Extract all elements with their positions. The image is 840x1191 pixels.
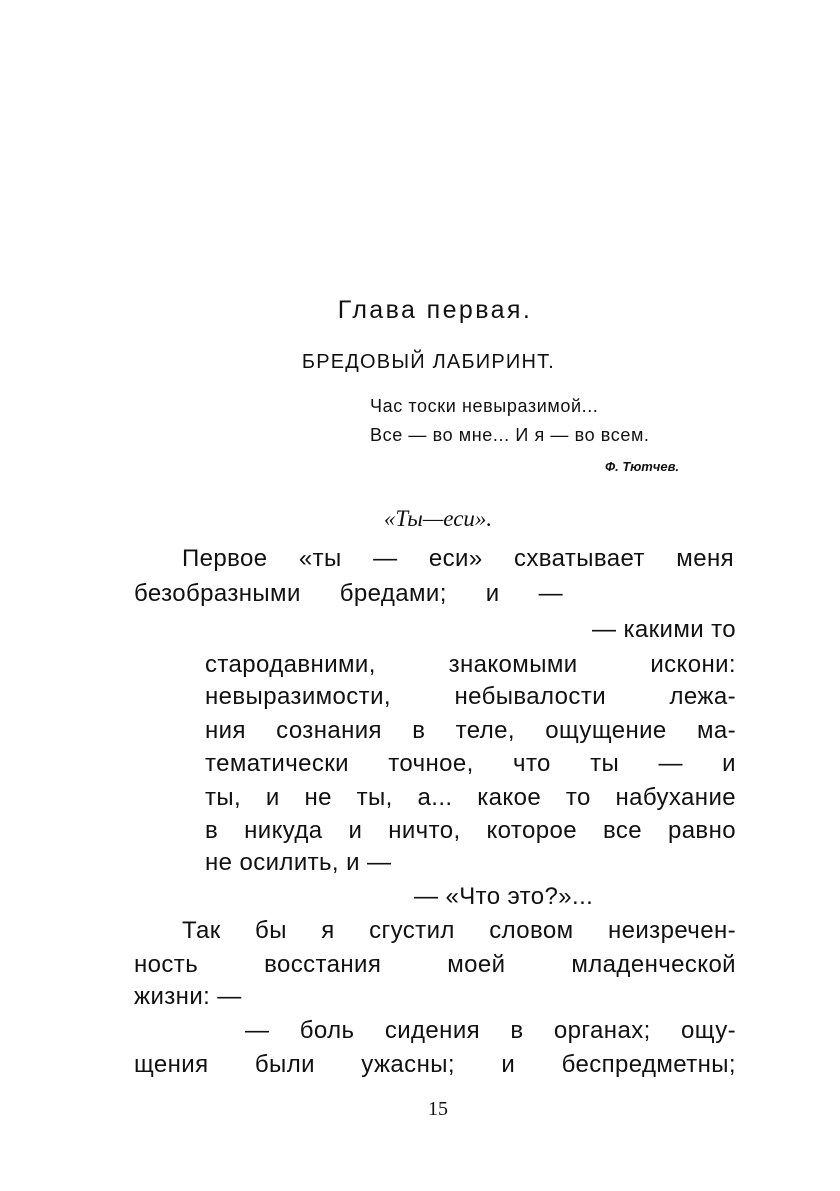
body-line: жизни: — <box>134 983 242 1010</box>
body-line: Так бы я сгустил словом неизречен- <box>182 917 736 944</box>
body-line: тематически точное, что ты — и <box>205 750 736 777</box>
epigraph-line: Час тоски невыразимой... <box>370 396 599 416</box>
body-line: — какими то <box>592 616 736 643</box>
chapter-title: Глава первая. <box>337 296 533 324</box>
body-line: невыразимости, небывалости лежа- <box>205 683 736 710</box>
page-number: 15 <box>428 1098 448 1120</box>
body-line: безобразными бредами; и — <box>134 580 563 607</box>
body-line: ты, и не ты, а... какое то набухание <box>205 784 736 811</box>
body-line: стародавними, знакомыми искони: <box>205 651 736 678</box>
body-line: щения были ужасны; и беспредметны; <box>134 1051 736 1078</box>
body-line: не осилить, и — <box>205 849 392 876</box>
section-title: «Ты—еси». <box>383 506 493 531</box>
body-line: ность восстания моей младенческой <box>134 951 736 978</box>
body-line: ния сознания в теле, ощущение ма- <box>205 717 736 744</box>
body-line: в никуда и ничто, которое все равно <box>205 817 736 844</box>
body-line: — боль сидения в органах; ощу- <box>245 1017 736 1044</box>
body-line: Первое «ты — еси» схватывает меня <box>182 545 734 572</box>
body-line: — «Что это?»... <box>414 883 594 910</box>
epigraph-attribution: Ф. Тютчев. <box>605 459 680 474</box>
epigraph-line: Все — во мне... И я — во всем. <box>370 425 650 445</box>
chapter-subtitle: БРЕДОВЫЙ ЛАБИРИНТ. <box>301 351 556 373</box>
